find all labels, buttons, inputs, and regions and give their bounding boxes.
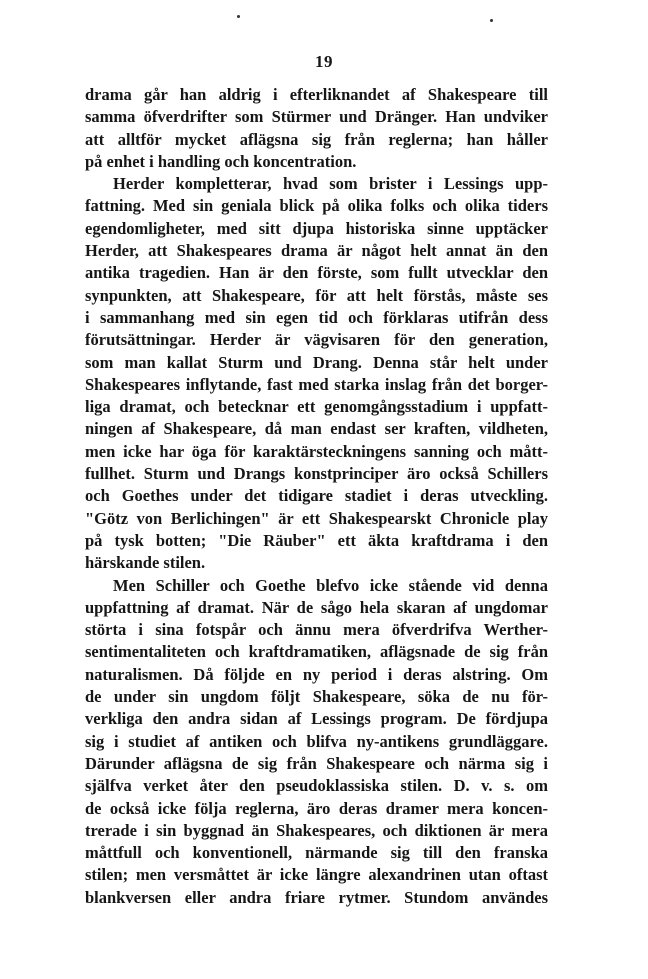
page-number: 19: [315, 52, 333, 71]
paragraph-2: [85, 173, 548, 574]
text-line: Herder, att Shakespeares drama är något helt annat än den: [85, 241, 548, 261]
text-line: störta i sina fotspår och ännu mera öfverdrifva Werther-: [85, 620, 548, 640]
text-line: i sammanhang med sin egen tid och förklaras utifrån dess: [85, 307, 548, 327]
text-line: sentimentaliteten och kraftdramatiken, aflägsnade de sig från: [85, 642, 548, 662]
text-line: men icke har öga för karaktärsteckningens sanning och mått-: [85, 441, 548, 461]
print-speck: [490, 19, 493, 22]
text-line: synpunkten, att Shakespeare, för att helt förstås, måste ses: [85, 285, 548, 305]
text-line: själfva verket åter den pseudoklassiska stilen. D. v. s. om: [85, 776, 548, 796]
text-line: stilen; men versmåttet är icke längre alexandrinen utan oftast: [85, 865, 548, 885]
text-line: trerade i sin byggnad än Shakespeares, och diktionen är mera: [85, 820, 548, 840]
text-line: att alltför mycket aflägsna sig från reglerna; han håller: [85, 129, 548, 149]
text-line: på enhet i handling och koncentration.: [85, 151, 357, 171]
text-line: härskande stilen.: [85, 553, 206, 573]
text-line: de under sin ungdom följt Shakespeare, söka de nu för-: [85, 687, 548, 707]
text-line: liga dramat, och betecknar ett genomgångsstadium i uppfatt-: [85, 397, 548, 417]
text-line: som man kallat Sturm und Drang. Denna står helt under: [85, 352, 548, 372]
text-line: verkliga den andra sidan af Lessings program. De fördjupa: [85, 709, 548, 729]
text-line: samma öfverdrifter som Stürmer und Dränger. Han undviker: [85, 107, 548, 127]
text-line: sig i studiet af antiken och blifva ny-antikens grundläggare.: [85, 731, 548, 751]
text-line: fattning. Med sin geniala blick på olika folks och olika tiders: [85, 196, 548, 216]
print-speck: [237, 15, 240, 18]
text-line: "Götz von Berlichingen" är ett Shakespearskt Chronicle play: [85, 508, 548, 528]
paragraph-1: [85, 84, 548, 173]
text-line: ningen af Shakespeare, då man endast ser kraften, vildheten,: [85, 419, 548, 439]
text-line: de också icke följa reglerna, äro deras dramer mera koncen-: [85, 798, 548, 818]
text-line: antika tragedien. Han är den förste, som fullt utvecklar den: [85, 263, 548, 283]
body-text: [85, 84, 548, 909]
text-line: Men Schiller och Goethe blefvo icke stående vid denna: [113, 575, 548, 595]
text-line: fullhet. Sturm und Drangs konstprinciper äro också Schillers: [85, 464, 548, 484]
text-line: och Goethes under det tidigare stadiet i deras utveckling.: [85, 486, 548, 506]
text-line: Därunder aflägsna de sig från Shakespeare och närma sig i: [85, 753, 548, 773]
text-line: drama går han aldrig i efterliknandet af Shakespeare till: [85, 85, 548, 104]
paragraph-3: [85, 575, 548, 909]
text-line: Herder kompletterar, hvad som brister i Lessings upp-: [113, 174, 548, 194]
text-line: måttfull och konventionell, närmande sig till den franska: [85, 843, 548, 863]
text-line: blankversen eller andra friare rytmer. Stundom användes: [85, 887, 548, 907]
text-line: uppfattning af dramat. När de sågo hela skaran af ungdomar: [85, 597, 548, 617]
text-line: på tysk botten; "Die Räuber" ett äkta kraftdrama i den: [85, 530, 548, 550]
text-line: egendomligheter, med sitt djupa historiska sinne upptäcker: [85, 218, 548, 238]
text-line: Shakespeares inflytande, fast med starka inslag från det borger-: [85, 374, 548, 394]
text-line: förutsättningar. Herder är vägvisaren för den generation,: [85, 330, 548, 350]
text-line: naturalismen. Då följde en ny period i deras alstring. Om: [85, 664, 548, 684]
